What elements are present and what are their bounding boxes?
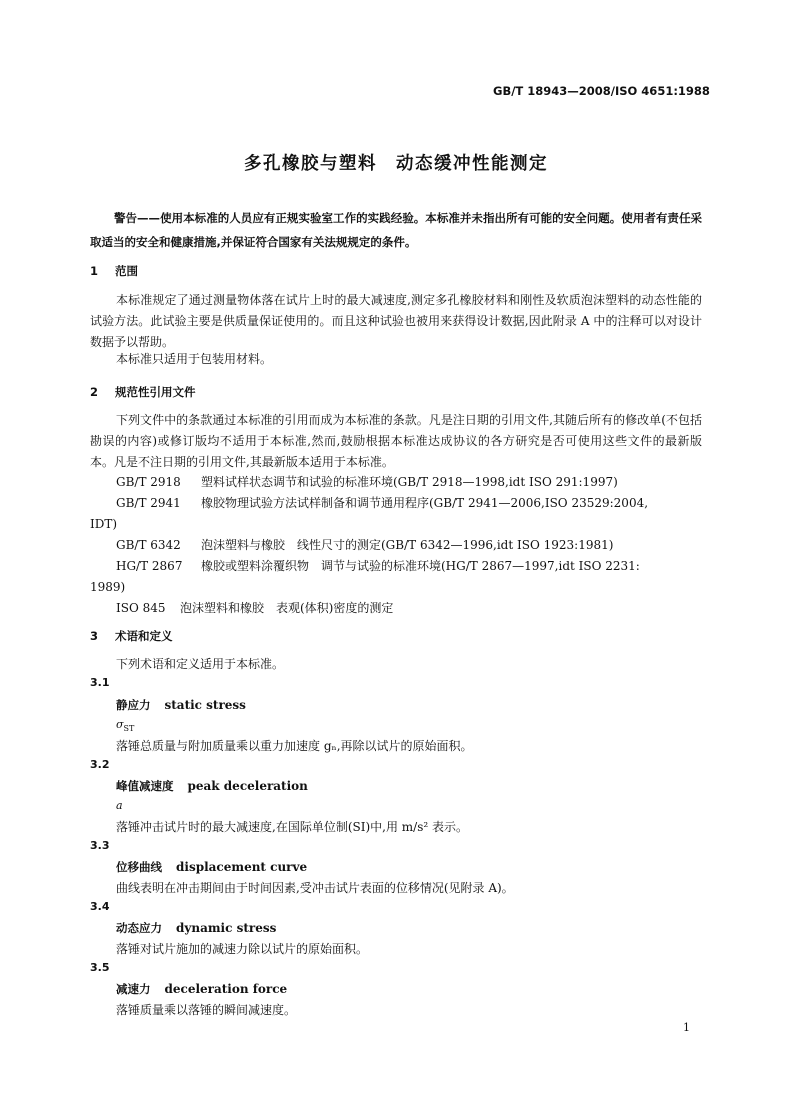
clause-number: 3.2	[90, 758, 110, 771]
clause-number: 3.5	[90, 961, 110, 974]
scope-paragraph: 本标准规定了通过测量物体落在试片上时的最大减速度,测定多孔橡胶材料和刚性及软质泡沫塑料的动态性能的试验方法。此试验主要是供质量保证使用的。而且这种试验也被用来获得设计数据,因此附录 A 中的注释可以对设计数据予以帮助。	[90, 293, 702, 349]
section-heading-terms: 3 术语和定义	[90, 629, 173, 643]
clause-number: 3.4	[90, 900, 110, 913]
reference-item-continuation: IDT)	[90, 517, 118, 531]
clause-number: 3.1	[90, 676, 110, 689]
terms-intro: 下列术语和定义适用于本标准。	[116, 657, 285, 671]
reference-item: GB/T 2941 橡胶物理试验方法试样制备和调节通用程序(GB/T 2941—2006,ISO 23529:2004,	[116, 496, 649, 510]
scope-paragraph-2: 本标准只适用于包装用材料。	[116, 352, 273, 366]
standard-code: GB/T 18943—2008/ISO 4651:1988	[493, 84, 710, 98]
reference-item: GB/T 2918 塑料试样状态调节和试验的标准环境(GB/T 2918—1998,idt ISO 291:1997)	[116, 475, 618, 489]
reference-item: ISO 845 泡沫塑料和橡胶 表观(体积)密度的测定	[116, 601, 394, 615]
term-definition: 落锤质量乘以落锤的瞬间减速度。	[116, 1003, 297, 1017]
page-title: 多孔橡胶与塑料 动态缓冲性能测定	[244, 154, 548, 174]
reference-item: HG/T 2867 橡胶或塑料涂覆织物 调节与试验的标准环境(HG/T 2867—1997,idt ISO 2231:	[116, 559, 640, 573]
reference-item-continuation: 1989)	[90, 580, 126, 594]
term-symbol: a	[116, 799, 123, 812]
references-intro: 下列文件中的条款通过本标准的引用而成为本标准的条款。凡是注日期的引用文件,其随后所有的修改单(不包括勘误的内容)或修订版均不适用于本标准,然而,鼓励根据本标准达成协议的各方研究是否可使用这些文件的最新版本。凡是不注日期的引用文件,其最新版本适用于本标准。	[90, 413, 702, 469]
term-definition: 落锤冲击试片时的最大减速度,在国际单位制(SI)中,用 m/s² 表示。	[116, 820, 468, 834]
term-dynamic-stress: 动态应力 dynamic stress	[116, 921, 277, 935]
term-displacement-curve: 位移曲线 displacement curve	[116, 860, 308, 874]
term-deceleration-force: 减速力 deceleration force	[116, 982, 288, 996]
section-heading-references: 2 规范性引用文件	[90, 385, 196, 399]
page-number: 1	[683, 1021, 690, 1034]
term-definition: 曲线表明在冲击期间由于时间因素,受冲击试片表面的位移情况(见附录 A)。	[116, 881, 514, 895]
term-static-stress: 静应力 static stress	[116, 698, 246, 712]
term-peak-deceleration: 峰值减速度 peak deceleration	[116, 779, 308, 793]
clause-number: 3.3	[90, 839, 110, 852]
term-definition: 落锤对试片施加的减速力除以试片的原始面积。	[116, 942, 369, 956]
warning-paragraph: 警告——使用本标准的人员应有正规实验室工作的实践经验。本标准并未指出所有可能的安全问题。使用者有责任采取适当的安全和健康措施,并保证符合国家有关法规规定的条件。	[90, 211, 702, 249]
term-symbol: $\sigma_{ST}$	[116, 718, 135, 734]
term-definition: 落锤总质量与附加质量乘以重力加速度 gₙ,再除以试片的原始面积。	[116, 739, 473, 753]
section-heading-scope: 1 范围	[90, 264, 138, 278]
reference-item: GB/T 6342 泡沫塑料与橡胶 线性尺寸的测定(GB/T 6342—1996,idt ISO 1923:1981)	[116, 538, 614, 552]
